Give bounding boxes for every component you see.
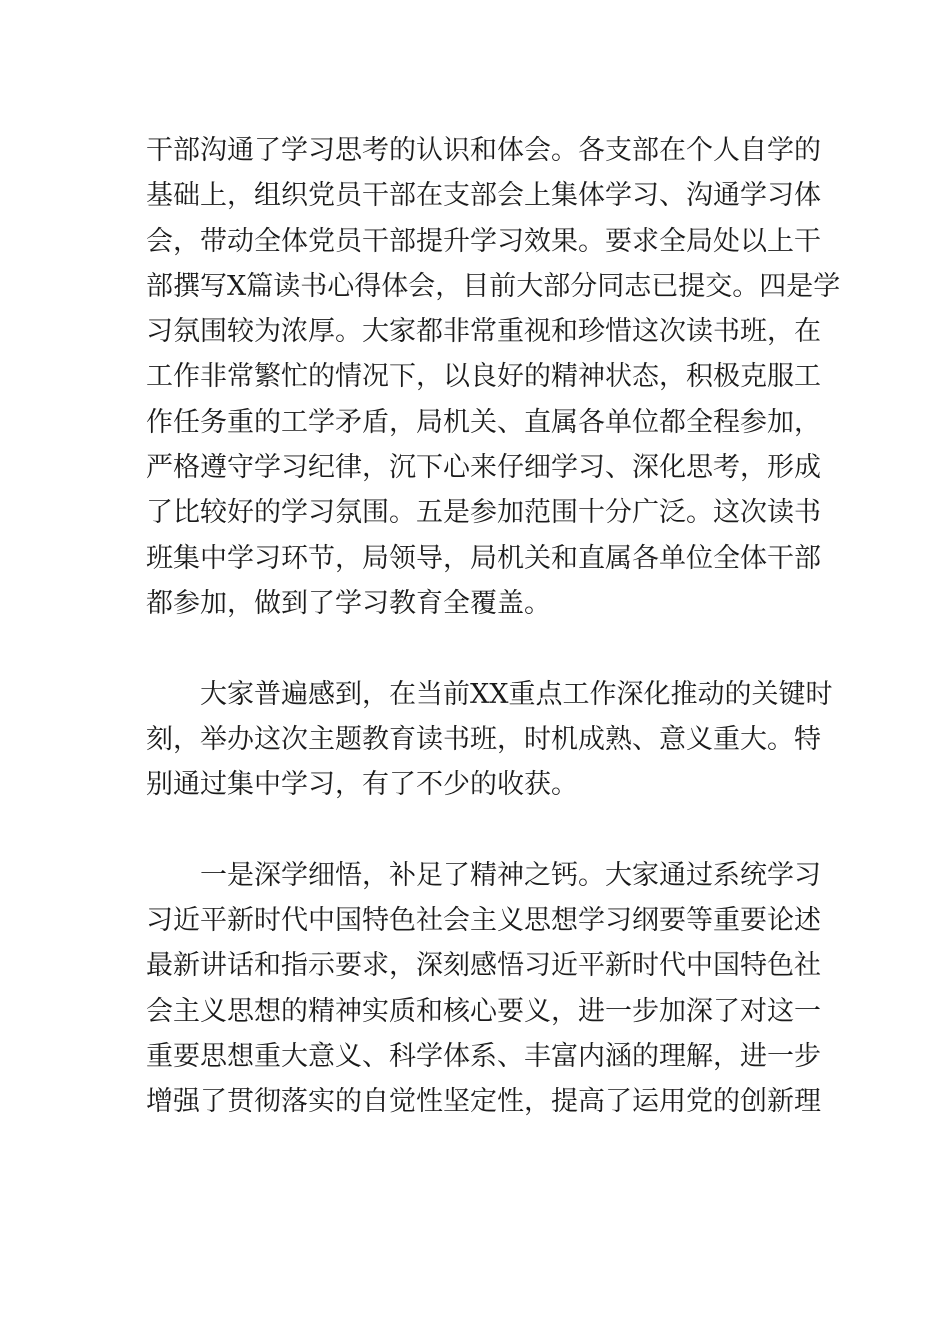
text-line: 重要思想重大意义、科学体系、丰富内涵的理解，进一步 <box>146 1040 821 1072</box>
text-line: 会，带动全体党员干部提升学习效果。要求全局处以上干 <box>146 225 821 257</box>
text-line: 增强了贯彻落实的自觉性坚定性，提高了运用党的创新理 <box>146 1086 821 1118</box>
text-line: 别通过集中学习，有了不少的收获。 <box>146 769 578 801</box>
text-line: 了比较好的学习氛围。五是参加范围十分广泛。这次读书 <box>146 497 821 529</box>
paragraph-3 <box>146 853 821 1125</box>
paragraph-2 <box>146 672 833 808</box>
text-line: 严格遵守学习纪律，沉下心来仔细学习、深化思考，形成 <box>146 452 821 484</box>
text-line: 最新讲话和指示要求，深刻感悟习近平新时代中国特色社 <box>146 950 821 982</box>
text-line: 工作非常繁忙的情况下，以良好的精神状态，积极克服工 <box>146 361 821 393</box>
text-line: 作任务重的工学矛盾，局机关、直属各单位都全程参加， <box>146 406 821 438</box>
document-body <box>146 128 841 1125</box>
text-line: 一是深学细悟，补足了精神之钙。大家通过系统学习 <box>200 859 821 891</box>
paragraph-spacer <box>146 626 806 671</box>
text-line: 刻，举办这次主题教育读书班，时机成熟、意义重大。特 <box>146 723 821 755</box>
text-line: 大家普遍感到，在当前XX重点工作深化推动的关键时 <box>200 678 833 710</box>
text-line: 都参加，做到了学习教育全覆盖。 <box>146 587 551 619</box>
text-line: 干部沟通了学习思考的认识和体会。各支部在个人自学的 <box>146 135 821 166</box>
text-line: 会主义思想的精神实质和核心要义，进一步加深了对这一 <box>146 995 821 1027</box>
text-line: 习近平新时代中国特色社会主义思想学习纲要等重要论述 <box>146 905 821 937</box>
paragraph-spacer <box>146 807 806 852</box>
text-line: 习氛围较为浓厚。大家都非常重视和珍惜这次读书班，在 <box>146 316 821 348</box>
paragraph-1 <box>146 128 841 626</box>
text-line: 部撰写X篇读书心得体会，目前大部分同志已提交。四是学 <box>146 270 841 302</box>
text-line: 班集中学习环节，局领导，局机关和直属各单位全体干部 <box>146 542 821 574</box>
text-line: 基础上，组织党员干部在支部会上集体学习、沟通学习体 <box>146 180 821 212</box>
